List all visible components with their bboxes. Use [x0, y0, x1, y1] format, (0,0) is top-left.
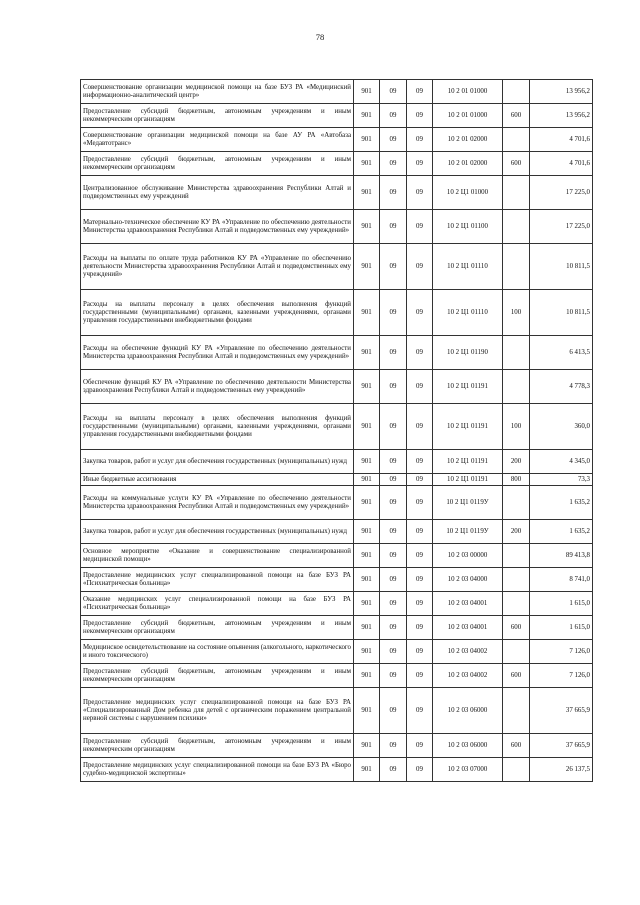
row-subsection-code: 09 [407, 290, 433, 336]
row-amount: 1 615,0 [530, 616, 593, 640]
row-target-code: 10 2 01 02000 [433, 128, 503, 152]
table-row [81, 128, 593, 152]
row-admin-code: 901 [354, 370, 380, 404]
row-amount: 4 778,3 [530, 370, 593, 404]
table-row [81, 568, 593, 592]
row-target-code: 10 2 Ц1 0119У [433, 486, 503, 520]
row-target-code: 10 2 Ц1 01191 [433, 370, 503, 404]
row-section-code: 09 [380, 758, 407, 782]
row-admin-code: 901 [354, 210, 380, 244]
row-target-code: 10 2 Ц1 01191 [433, 450, 503, 474]
table-row [81, 404, 593, 450]
row-target-code: 10 2 Ц1 01110 [433, 244, 503, 290]
page-number: 78 [315, 32, 325, 42]
row-expense-type [503, 688, 530, 734]
row-admin-code: 901 [354, 128, 380, 152]
row-subsection-code: 09 [407, 244, 433, 290]
row-target-code: 10 2 03 00000 [433, 544, 503, 568]
row-expense-type: 100 [503, 404, 530, 450]
row-section-code: 09 [380, 152, 407, 176]
row-subsection-code: 09 [407, 616, 433, 640]
row-name: Оказание медицинских услуг специализированной помощи на базе БУЗ РА «Психиатрическая больница» [81, 592, 354, 616]
table-row [81, 336, 593, 370]
row-name: Расходы на коммунальные услуги КУ РА «Управление по обеспечению деятельности Министерства здравоохранения Республики Алтай и подведомственных ему учреждений» [81, 486, 354, 520]
table-row [81, 592, 593, 616]
row-name: Расходы на выплаты персоналу в целях обеспечения выполнения функций государственными (муниципальными) органами, казенными учреждениями, органами управления государственными внебюджетными фондами [81, 404, 354, 450]
budget-table [80, 79, 593, 782]
row-expense-type [503, 80, 530, 104]
row-section-code: 09 [380, 336, 407, 370]
row-amount: 7 126,0 [530, 640, 593, 664]
row-admin-code: 901 [354, 758, 380, 782]
row-admin-code: 901 [354, 568, 380, 592]
row-section-code: 09 [380, 544, 407, 568]
row-section-code: 09 [380, 688, 407, 734]
row-name: Предоставление субсидий бюджетным, автономным учреждениям и иным некоммерческим организациям [81, 104, 354, 128]
row-admin-code: 901 [354, 616, 380, 640]
table-row [81, 370, 593, 404]
table-row [81, 520, 593, 544]
row-target-code: 10 2 Ц1 01191 [433, 474, 503, 486]
row-target-code: 10 2 01 01000 [433, 80, 503, 104]
row-name: Совершенствование организации медицинской помощи на базе АУ РА «Автобаза «Медавтотранс» [81, 128, 354, 152]
row-expense-type [503, 486, 530, 520]
row-target-code: 10 2 01 01000 [433, 104, 503, 128]
row-section-code: 09 [380, 450, 407, 474]
row-amount: 73,3 [530, 474, 593, 486]
table-row [81, 486, 593, 520]
row-admin-code: 901 [354, 336, 380, 370]
row-target-code: 10 2 Ц1 01100 [433, 210, 503, 244]
row-name: Предоставление медицинских услуг специализированной помощи на базе БУЗ РА «Специализированный Дом ребенка для детей с органическим поражением центральной нервной системы с нарушением психики» [81, 688, 354, 734]
row-name: Предоставление субсидий бюджетным, автономным учреждениям и иным некоммерческим организациям [81, 664, 354, 688]
row-expense-type [503, 370, 530, 404]
row-amount: 13 956,2 [530, 104, 593, 128]
row-section-code: 09 [380, 104, 407, 128]
row-expense-type [503, 568, 530, 592]
row-admin-code: 901 [354, 734, 380, 758]
row-expense-type [503, 244, 530, 290]
row-admin-code: 901 [354, 450, 380, 474]
table-row [81, 152, 593, 176]
row-subsection-code: 09 [407, 152, 433, 176]
row-subsection-code: 09 [407, 474, 433, 486]
row-section-code: 09 [380, 640, 407, 664]
row-section-code: 09 [380, 128, 407, 152]
row-section-code: 09 [380, 664, 407, 688]
row-admin-code: 901 [354, 80, 380, 104]
row-section-code: 09 [380, 486, 407, 520]
row-target-code: 10 2 Ц1 01190 [433, 336, 503, 370]
table-row [81, 734, 593, 758]
table-row [81, 616, 593, 640]
row-amount: 26 137,5 [530, 758, 593, 782]
row-name: Расходы на выплаты по оплате труда работников КУ РА «Управление по обеспечению деятельности Министерства здравоохранения Республики Алтай и подведомственных ему учреждений» [81, 244, 354, 290]
table-row [81, 104, 593, 128]
row-expense-type [503, 640, 530, 664]
row-subsection-code: 09 [407, 486, 433, 520]
row-target-code: 10 2 03 06000 [433, 688, 503, 734]
table-row [81, 664, 593, 688]
row-amount: 360,0 [530, 404, 593, 450]
row-target-code: 10 2 01 02000 [433, 152, 503, 176]
row-expense-type: 600 [503, 664, 530, 688]
row-admin-code: 901 [354, 474, 380, 486]
row-expense-type [503, 210, 530, 244]
row-subsection-code: 09 [407, 664, 433, 688]
table-row [81, 244, 593, 290]
row-subsection-code: 09 [407, 520, 433, 544]
table-row [81, 80, 593, 104]
row-target-code: 10 2 Ц1 01110 [433, 290, 503, 336]
row-expense-type: 200 [503, 520, 530, 544]
row-name: Централизованное обслуживание Министерства здравоохранения Республики Алтай и подведомственных ему учреждений [81, 176, 354, 210]
row-section-code: 09 [380, 370, 407, 404]
row-amount: 17 225,0 [530, 176, 593, 210]
row-amount: 10 811,5 [530, 244, 593, 290]
row-name: Закупка товаров, работ и услуг для обеспечения государственных (муниципальных) нужд [81, 520, 354, 544]
row-name: Основное мероприятие «Оказание и совершенствование специализированной медицинской помощи» [81, 544, 354, 568]
row-name: Обеспечение функций КУ РА «Управление по обеспечению деятельности Министерства здравоохранения Республики Алтай и подведомственных ему учреждений» [81, 370, 354, 404]
row-name: Расходы на обеспечение функций КУ РА «Управление по обеспечению деятельности Министерства здравоохранения Республики Алтай и подведомственных ему учреждений» [81, 336, 354, 370]
row-target-code: 10 2 03 04002 [433, 640, 503, 664]
row-admin-code: 901 [354, 404, 380, 450]
row-admin-code: 901 [354, 244, 380, 290]
row-name: Медицинское освидетельствование на состояние опьянения (алкогольного, наркотического и иного токсического) [81, 640, 354, 664]
row-amount: 1 615,0 [530, 592, 593, 616]
row-expense-type: 600 [503, 616, 530, 640]
row-subsection-code: 09 [407, 370, 433, 404]
row-target-code: 10 2 Ц1 01191 [433, 404, 503, 450]
row-expense-type [503, 758, 530, 782]
row-section-code: 09 [380, 210, 407, 244]
row-subsection-code: 09 [407, 104, 433, 128]
row-name: Иные бюджетные ассигнования [81, 474, 354, 486]
row-admin-code: 901 [354, 520, 380, 544]
row-name: Предоставление субсидий бюджетным, автономным учреждениям и иным некоммерческим организациям [81, 734, 354, 758]
row-name: Расходы на выплаты персоналу в целях обеспечения выполнения функций государственными (муниципальными) органами, казенными учреждениями, органами управления государственными внебюджетными фондами [81, 290, 354, 336]
table-row [81, 758, 593, 782]
row-subsection-code: 09 [407, 758, 433, 782]
row-subsection-code: 09 [407, 336, 433, 370]
row-subsection-code: 09 [407, 592, 433, 616]
row-subsection-code: 09 [407, 404, 433, 450]
row-subsection-code: 09 [407, 210, 433, 244]
row-section-code: 09 [380, 404, 407, 450]
row-expense-type [503, 176, 530, 210]
table-row [81, 640, 593, 664]
row-name: Предоставление медицинских услуг специализированной помощи на базе БУЗ РА «Бюро судебно-медицинской экспертизы» [81, 758, 354, 782]
row-amount: 13 956,2 [530, 80, 593, 104]
row-target-code: 10 2 03 04000 [433, 568, 503, 592]
row-amount: 4 701,6 [530, 152, 593, 176]
row-expense-type: 600 [503, 104, 530, 128]
row-amount: 89 413,8 [530, 544, 593, 568]
row-name: Материально-техническое обеспечение КУ РА «Управление по обеспечению деятельности Министерства здравоохранения Республики Алтай и подведомственных ему учреждений» [81, 210, 354, 244]
row-subsection-code: 09 [407, 640, 433, 664]
row-expense-type: 600 [503, 152, 530, 176]
budget-table-body [81, 80, 593, 782]
row-subsection-code: 09 [407, 128, 433, 152]
row-section-code: 09 [380, 520, 407, 544]
row-subsection-code: 09 [407, 734, 433, 758]
row-section-code: 09 [380, 734, 407, 758]
row-amount: 1 635,2 [530, 486, 593, 520]
row-admin-code: 901 [354, 688, 380, 734]
row-expense-type: 200 [503, 450, 530, 474]
row-admin-code: 901 [354, 290, 380, 336]
row-target-code: 10 2 03 06000 [433, 734, 503, 758]
row-target-code: 10 2 03 04002 [433, 664, 503, 688]
row-expense-type: 800 [503, 474, 530, 486]
row-section-code: 09 [380, 616, 407, 640]
row-name: Предоставление субсидий бюджетным, автономным учреждениям и иным некоммерческим организациям [81, 616, 354, 640]
row-admin-code: 901 [354, 640, 380, 664]
row-target-code: 10 2 03 04001 [433, 592, 503, 616]
row-admin-code: 901 [354, 104, 380, 128]
row-subsection-code: 09 [407, 176, 433, 210]
row-expense-type [503, 592, 530, 616]
row-subsection-code: 09 [407, 80, 433, 104]
row-subsection-code: 09 [407, 544, 433, 568]
row-name: Предоставление субсидий бюджетным, автономным учреждениям и иным некоммерческим организациям [81, 152, 354, 176]
row-expense-type [503, 128, 530, 152]
row-amount: 4 345,0 [530, 450, 593, 474]
row-section-code: 09 [380, 290, 407, 336]
row-admin-code: 901 [354, 152, 380, 176]
row-section-code: 09 [380, 474, 407, 486]
row-admin-code: 901 [354, 176, 380, 210]
table-row [81, 450, 593, 474]
row-amount: 17 225,0 [530, 210, 593, 244]
row-subsection-code: 09 [407, 688, 433, 734]
row-amount: 8 741,0 [530, 568, 593, 592]
row-section-code: 09 [380, 568, 407, 592]
row-name: Предоставление медицинских услуг специализированной помощи на базе БУЗ РА «Психиатрическая больница» [81, 568, 354, 592]
table-row [81, 544, 593, 568]
row-admin-code: 901 [354, 592, 380, 616]
row-target-code: 10 2 03 07000 [433, 758, 503, 782]
row-subsection-code: 09 [407, 450, 433, 474]
row-admin-code: 901 [354, 544, 380, 568]
row-section-code: 09 [380, 592, 407, 616]
row-target-code: 10 2 03 04001 [433, 616, 503, 640]
table-row [81, 176, 593, 210]
row-amount: 10 811,5 [530, 290, 593, 336]
table-row [81, 210, 593, 244]
row-amount: 7 126,0 [530, 664, 593, 688]
row-section-code: 09 [380, 176, 407, 210]
row-target-code: 10 2 Ц1 0119У [433, 520, 503, 544]
table-row [81, 290, 593, 336]
row-amount: 1 635,2 [530, 520, 593, 544]
row-expense-type: 600 [503, 734, 530, 758]
row-amount: 4 701,6 [530, 128, 593, 152]
row-amount: 37 665,9 [530, 734, 593, 758]
row-target-code: 10 2 Ц1 01000 [433, 176, 503, 210]
row-amount: 37 665,9 [530, 688, 593, 734]
row-expense-type [503, 544, 530, 568]
row-name: Совершенствование организации медицинской помощи на базе БУЗ РА «Медицинский информационно-аналитический центр» [81, 80, 354, 104]
table-row [81, 688, 593, 734]
row-admin-code: 901 [354, 664, 380, 688]
row-subsection-code: 09 [407, 568, 433, 592]
table-row [81, 474, 593, 486]
row-expense-type [503, 336, 530, 370]
row-expense-type: 100 [503, 290, 530, 336]
row-section-code: 09 [380, 80, 407, 104]
row-admin-code: 901 [354, 486, 380, 520]
row-amount: 6 413,5 [530, 336, 593, 370]
row-name: Закупка товаров, работ и услуг для обеспечения государственных (муниципальных) нужд [81, 450, 354, 474]
row-section-code: 09 [380, 244, 407, 290]
